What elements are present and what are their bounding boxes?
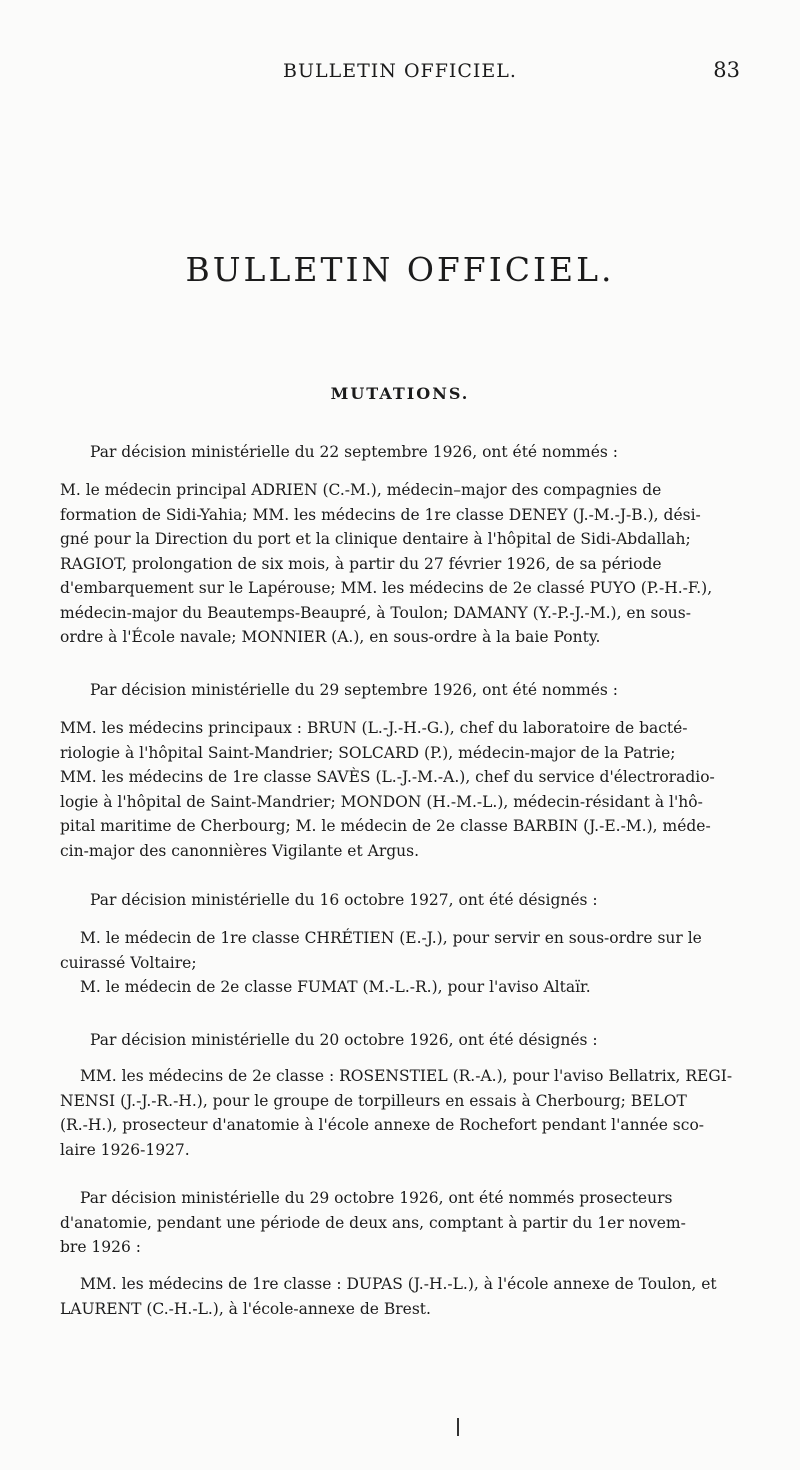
body-line: riologie à l'hôpital Saint-Mandrier; SOLCARD (P.), médecin-major de la Patrie; [60,743,676,762]
decision-intro-1: Par décision ministérielle du 22 septembre 1926, ont été nommés : [90,443,619,461]
body-line: cin-major des canonnières Vigilante et Argus. [60,841,420,860]
body-line: MM. les médecins de 2e classe : ROSENSTIEL (R.-A.), pour l'aviso Bellatrix, REGI- [80,1067,733,1085]
decision-intro-4: Par décision ministérielle du 20 octobre 1926, ont été désignés : [90,1031,598,1049]
decision-body-3 [60,926,760,1000]
body-line: M. le médecin de 1re classe CHRÉTIEN (E.-J.), pour servir en sous-ordre sur le [80,929,702,947]
decision-intro-3: Par décision ministérielle du 16 octobre 1927, ont été désignés : [90,891,598,909]
body-line: pital maritime de Cherbourg; M. le médecin de 2e classe BARBIN (J.-E.-M.), méde- [60,817,711,835]
body-line: logie à l'hôpital de Saint-Mandrier; MONDON (H.-M.-L.), médecin-résidant à l'hô- [60,792,703,811]
body-line: RAGIOT, prolongation de six mois, à partir du 27 février 1926, de sa période [60,554,662,573]
body-line: M. le médecin de 2e classe FUMAT (M.-L.-R.), pour l'aviso Altaïr. [80,978,591,996]
running-head-title: BULLETIN OFFICIEL. [283,60,517,82]
decision-intro-2: Par décision ministérielle du 29 septembre 1926, ont été nommés : [90,681,619,699]
body-line: M. le médecin principal ADRIEN (C.-M.), médecin–major des compagnies de [60,481,662,499]
decision-body-4 [60,1064,760,1162]
running-head [0,56,800,88]
decision-body-2 [60,716,760,863]
body-line: d'embarquement sur le Lapérouse; MM. les médecins de 2e classé PUYO (P.-H.-F.), [60,579,713,597]
main-title: BULLETIN OFFICIEL. [185,250,615,289]
body-line: MM. les médecins de 1re classe SAVÈS (L.-J.-M.-A.), chef du service d'électroradio- [60,768,715,786]
body-line: MM. les médecins principaux : BRUN (L.-J.-H.-G.), chef du laboratoire de bacté- [60,719,688,737]
section-title: MUTATIONS. [330,384,470,403]
intro-line: bre 1926 : [60,1238,142,1256]
decision-body-5 [60,1272,760,1321]
body-line: cuirassé Voltaire; [60,953,197,972]
body-line: ordre à l'École navale; MONNIER (A.), en sous-ordre à la baie Ponty. [60,628,601,646]
body-line: (R.-H.), prosecteur d'anatomie à l'école annexe de Rochefort pendant l'année sco- [60,1116,705,1134]
scan-speck [457,1418,459,1436]
body-line: formation de Sidi-Yahia; MM. les médecins de 1re classe DENEY (J.-M.-J-B.), dési- [60,505,701,524]
body-line: médecin-major du Beautemps-Beaupré, à Toulon; DAMANY (Y.-P.-J.-M.), en sous- [60,603,691,622]
intro-line: d'anatomie, pendant une période de deux ans, comptant à partir du 1er novem- [60,1213,686,1232]
decision-body-1 [60,478,760,650]
body-line: NENSI (J.-J.-R.-H.), pour le groupe de torpilleurs en essais à Cherbourg; BELOT [60,1091,687,1110]
body-line: laire 1926-1927. [60,1140,190,1159]
intro-line: Par décision ministérielle du 29 octobre 1926, ont été nommés prosecteurs [80,1189,673,1207]
body-line: MM. les médecins de 1re classe : DUPAS (J.-H.-L.), à l'école annexe de Toulon, et [80,1275,717,1293]
decision-intro-5 [60,1186,760,1260]
body-line: LAURENT (C.-H.-L.), à l'école-annexe de Brest. [60,1299,431,1318]
page-number: 83 [713,58,740,82]
body-line: gné pour la Direction du port et la clinique dentaire à l'hôpital de Sidi-Abdallah; [60,530,691,548]
